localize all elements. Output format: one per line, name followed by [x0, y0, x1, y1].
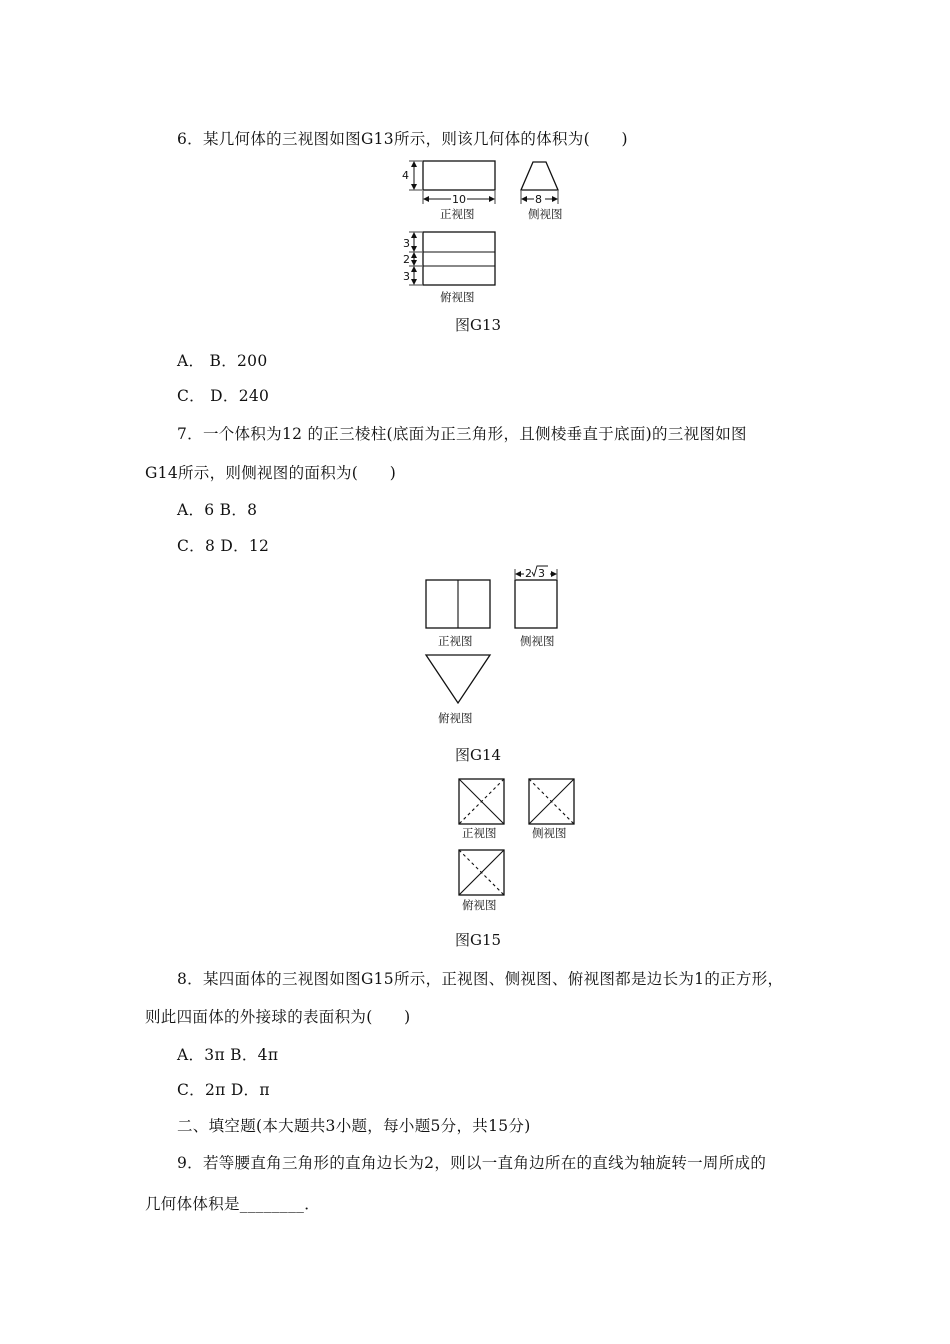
g14-side-rect: [515, 580, 557, 628]
figure-g13: [400, 155, 563, 315]
g13-front-rect: [423, 161, 495, 190]
g14-top-triangle: [426, 655, 490, 703]
q9-stem-line2: 几何体体积是________．: [145, 1195, 321, 1213]
q9-stem-line1: 9．若等腰直角三角形的直角边长为2，则以一直角边所在的直线为轴旋转一周所成的: [177, 1154, 767, 1172]
g13-top-dim-label-1: 3: [403, 237, 410, 250]
g13-front-height: 4: [402, 169, 409, 182]
q6-options-1: A． B．200: [177, 352, 268, 370]
g15-caption: 图G15: [455, 931, 502, 949]
g13-front-label: 正视图: [440, 207, 475, 221]
g13-side-width: 8: [535, 193, 542, 206]
q7-options-2: C．8 D．12: [177, 537, 270, 555]
g13-top-dim-label-2: 2: [403, 253, 410, 266]
g14-caption: 图G14: [455, 746, 502, 764]
g13-top-label: 俯视图: [440, 290, 475, 304]
q8-options-1: A．3π B．4π: [177, 1046, 279, 1064]
q6-options-2: C． D．240: [177, 387, 270, 405]
section-2-heading: 二、填空题(本大题共3小题，每小题5分，共15分): [177, 1117, 531, 1135]
g14-side-width-root: 3: [538, 567, 545, 580]
g15-top-label: 俯视图: [462, 898, 497, 912]
q7-stem-line2: G14所示，则侧视图的面积为( ): [145, 464, 397, 482]
q6-stem: 6．某几何体的三视图如图G13所示，则该几何体的体积为( ): [177, 130, 628, 148]
g14-front-label: 正视图: [438, 634, 473, 648]
g13-top-dim-label-3: 3: [403, 270, 410, 283]
g15-front-label: 正视图: [462, 826, 497, 840]
g14-top-label: 俯视图: [438, 711, 473, 725]
q8-stem-line1: 8．某四面体的三视图如图G15所示，正视图、侧视图、俯视图都是边长为1的正方形，: [177, 970, 784, 988]
g13-side-label: 侧视图: [528, 207, 563, 221]
q7-options-1: A．6 B．8: [177, 501, 258, 519]
q8-stem-line2: 则此四面体的外接球的表面积为( ): [145, 1008, 411, 1026]
q8-options-2: C．2π D．π: [177, 1081, 270, 1099]
q7-stem-line1: 7．一个体积为12 的正三棱柱(底面为正三角形，且侧棱垂直于底面)的三视图如图: [177, 425, 747, 443]
figure-g15: [455, 775, 585, 915]
g13-side-trapezoid: [521, 162, 558, 190]
g14-side-label: 侧视图: [520, 634, 555, 648]
g14-side-width-coef: 2: [525, 567, 532, 580]
g13-caption: 图G13: [455, 316, 502, 334]
g15-side-label: 侧视图: [532, 826, 567, 840]
figure-g14: [420, 565, 570, 725]
g13-top-rect: [423, 232, 495, 285]
g13-front-width: 10: [452, 193, 466, 206]
